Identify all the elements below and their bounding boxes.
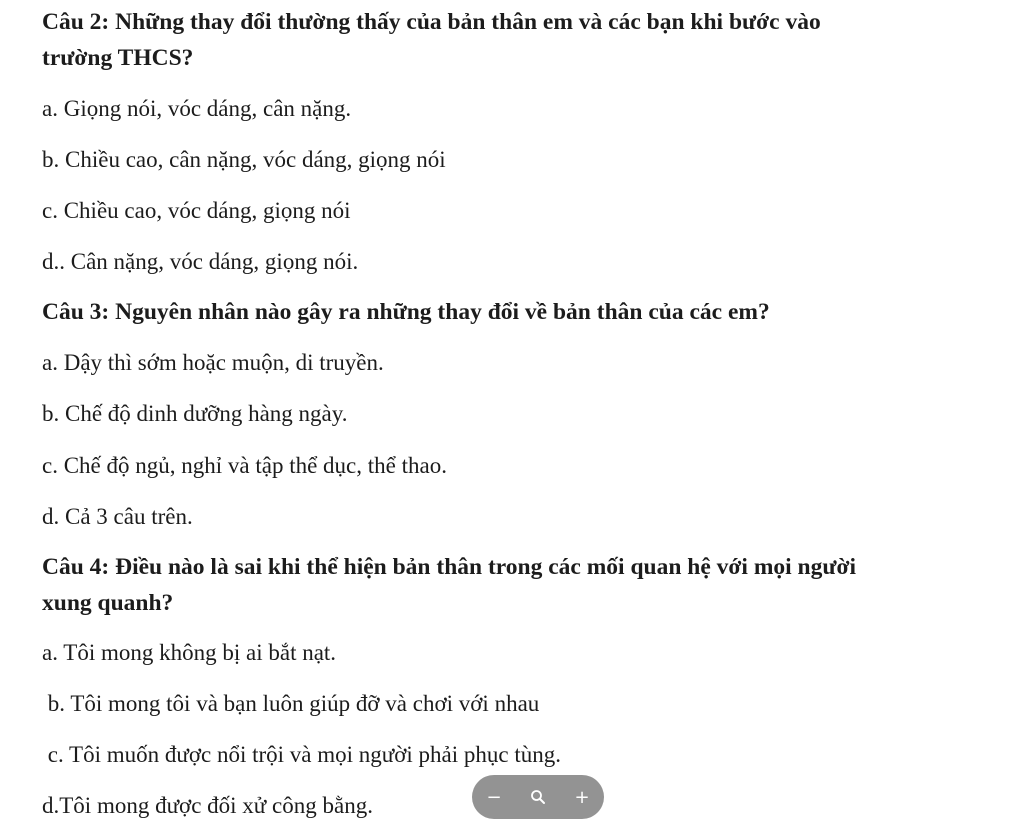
question-4-title: Câu 4: Điều nào là sai khi thể hiện bản thân trong các mối quan hệ với mọi người [42,554,857,580]
question-4-title-cont: xung quanh? [42,590,174,616]
question-2-option-d: d.. Cân nặng, vóc dáng, giọng nói. [42,249,359,274]
question-2-title-cont: trường THCS? [42,45,194,71]
question-3-option-d: d. Cả 3 câu trên. [42,504,193,529]
question-2-option-b: b. Chiều cao, cân nặng, vóc dáng, giọng nói [42,147,446,172]
question-3-option-a: a. Dậy thì sớm hoặc muộn, di truyền. [42,350,384,375]
question-4-option-c: c. Tôi muốn được nổi trội và mọi người phải phục tùng. [42,742,561,767]
question-4-option-a: a. Tôi mong không bị ai bắt nạt. [42,640,337,665]
question-3-option-c: c. Chế độ ngủ, nghỉ và tập thể dục, thể thao. [42,453,447,478]
question-4-option-d: d.Tôi mong được đối xử công bằng. [42,793,373,818]
question-3-option-b: b. Chế độ dinh dưỡng hàng ngày. [42,401,348,426]
question-4-option-b: b. Tôi mong tôi và bạn luôn giúp đỡ và chơi với nhau [42,691,540,716]
zoom-in-button[interactable] [567,782,597,812]
minus-icon: − [486,786,502,808]
question-2-option-c: c. Chiều cao, vóc dáng, giọng nói [42,198,351,223]
zoom-out-button[interactable] [479,782,509,812]
zoom-reset-button[interactable] [523,782,553,812]
zoom-control-bar [472,775,604,819]
question-3-title: Câu 3: Nguyên nhân nào gây ra những thay đổi về bản thân của các em? [42,299,770,325]
plus-icon: + [574,786,590,808]
magnifier-icon [530,789,546,805]
question-2-option-a: a. Giọng nói, vóc dáng, cân nặng. [42,96,352,121]
question-2-title: Câu 2: Những thay đổi thường thấy của bản thân em và các bạn khi bước vào [42,9,821,35]
